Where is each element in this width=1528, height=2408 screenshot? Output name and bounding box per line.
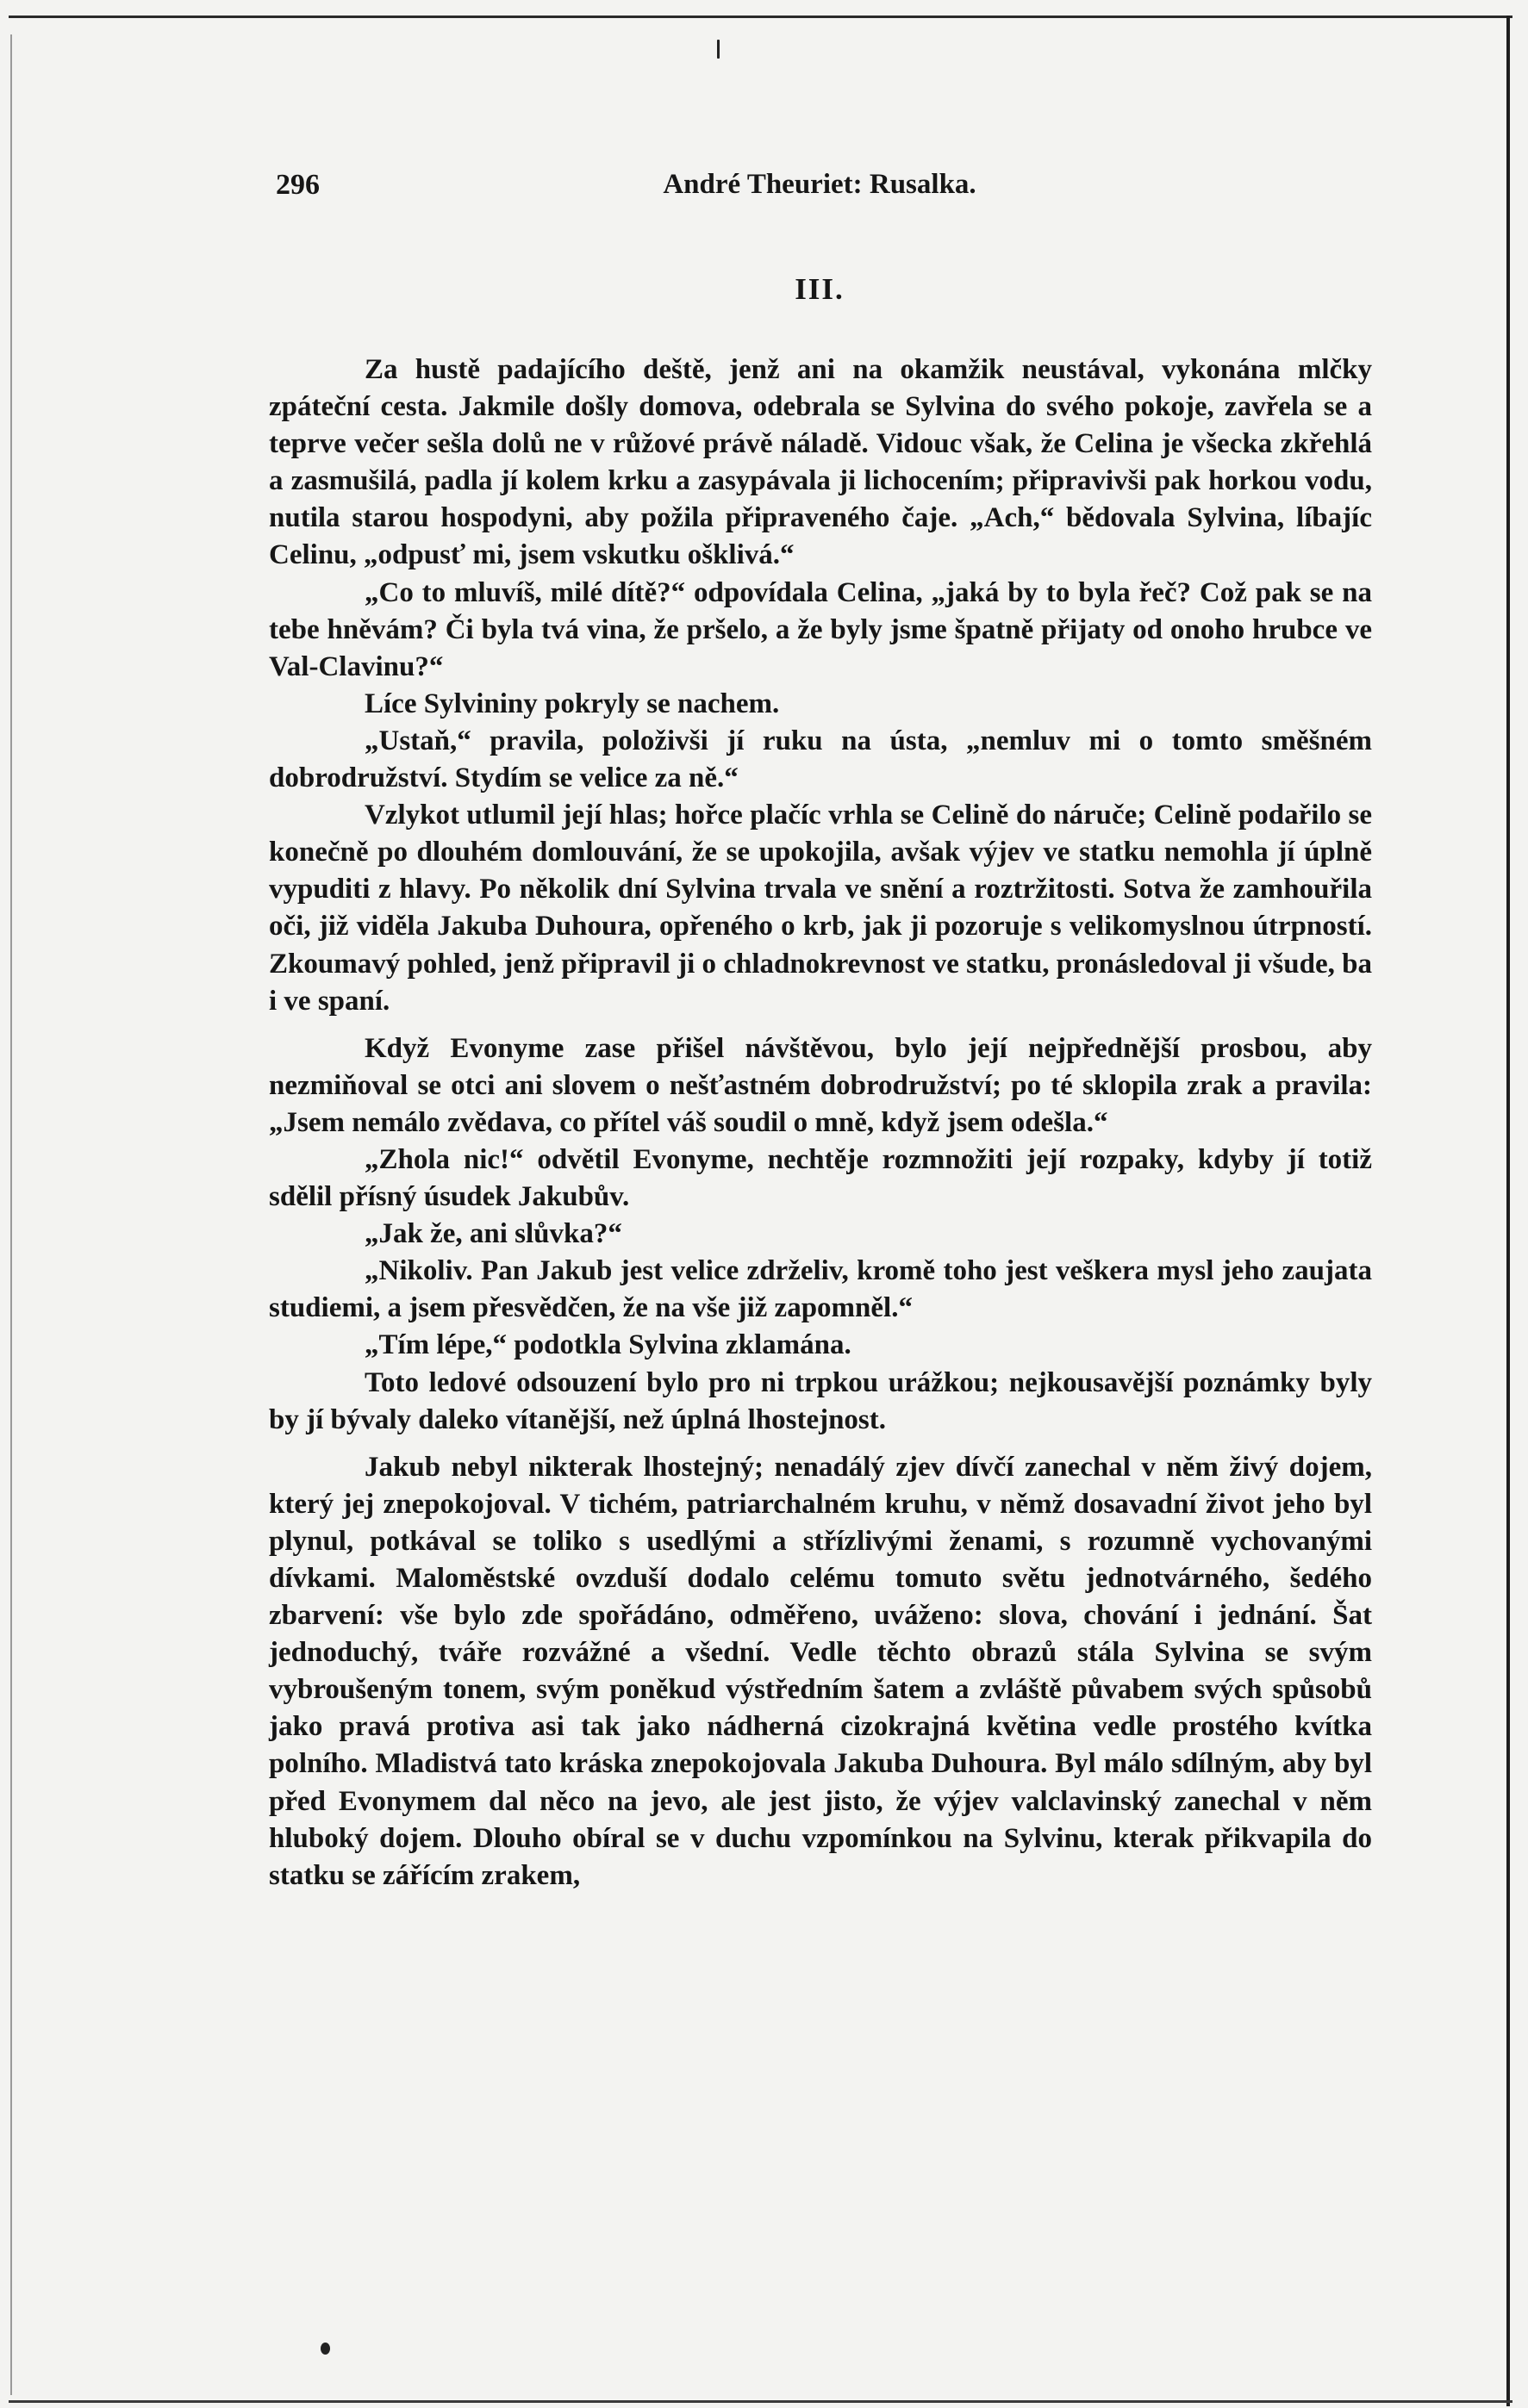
paragraph: Za hustě padajícího deště, jenž ani na okamžik neustával, vykonána mlčky zpáteční cesta. Jakmile došly domova, odebrala se Sylvina do svého pokoje, zavřela se a teprve večer sešla dolů ne v růžové právě náladě. Vidouc však, že Celina je všecka zkřehlá a zasmušilá, padla jí kolem krku a zasypávala ji lichocením; připravivši pak horkou vodu, nutila starou hospodyni, aby požila připraveného čaje. „Ach,“ bědovala Sylvina, líbajíc Celinu, „odpusť mi, jsem vskutku ošklivá.“ — [269, 354, 1372, 571]
scan-border-right — [1506, 16, 1510, 2406]
paragraph: „Tím lépe,“ podotkla Sylvina zklamána. — [365, 1329, 851, 1361]
scan-border-left — [10, 34, 12, 2395]
scan-speck — [717, 40, 720, 59]
paragraph: Vzlykot utlumil její hlas; hořce plačíc vrhla se Celině do náruče; Celině podařilo se konečně po dlouhém domlouvání, že se upokojila, avšak výjev ve statku nemohla jí úplně vypuditi z hlavy. Po několik dní Sylvina trvala ve snění a roztržitosti. Sotva že zamhouřila oči, již viděla Jakuba Duhoura, opřeného o krb, jak ji pozoruje s velikomyslnou útrpností. Zkoumavý pohled, jenž připravil ji o chladnokrevnost ve statku, pronásledoval ji všude, ba i ve spaní. — [269, 800, 1372, 1017]
paragraph: Líce Sylvininy pokryly se nachem. — [365, 688, 780, 719]
paragraph: „Nikoliv. Pan Jakub jest velice zdrželiv, kromě toho jest veškera mysl jeho zaujata studiemi, a jsem přesvědčen, že na vše již zapomněl.“ — [269, 1255, 1372, 1324]
running-title: André Theuriet: Rusalka. — [663, 169, 976, 200]
paragraph: „Jak že, ani slůvka?“ — [365, 1218, 622, 1250]
paragraph: „Ustaň,“ pravila, položivši jí ruku na ústa, „nemluv mi o tomto směšném dobrodružství. Stydím se velice za ně.“ — [269, 725, 1372, 794]
paragraph: Když Evonyme zase přišel návštěvou, bylo její nejpřednější prosbou, aby nezmiňoval se otci ani slovem o nešťastném dobrodružství; po té sklopila zrak a pravila: „Jsem nemálo zvědava, co přítel váš soudil o mně, když jsem odešla.“ — [269, 1032, 1372, 1138]
scan-border-top — [9, 16, 1512, 18]
paragraph: Toto ledové odsouzení bylo pro ni trpkou urážkou; nejkousavější poznámky byly by jí bývaly daleko vítanější, než úplná lhostejnost. — [269, 1366, 1372, 1435]
running-header — [267, 169, 1372, 212]
paragraph: Jakub nebyl nikterak lhostejný; nenadálý zjev dívčí zanechal v něm živý dojem, který jej znepokojoval. V tichém, patriarchalném kruhu, v němž dosavadní život jeho byl plynul, potkával se toliko s usedlými a střízlivými ženami, s rozumně vychovanými dívkami. Maloměstské ovzduší dodalo celému tomuto světu jednotvárného, šedého zbarvení: vše bylo zde spořádáno, odměřeno, uváženo: slova, chování i jednání. Šat jednoduchý, tváře rozvážné a všední. Vedle těchto obrazů stála Sylvina se svým vybroušeným tonem, svým poněkud výstředním šatem a zvláště půvabem svých spůsobů jako pravá protiva asi tak jako nádherná cizokrajná květina vedle prostého kvítka polního. Mladistvá tato kráska znepokojovala Jakuba Duhoura. Byl málo sdílným, aby byl před Evonymem dal něco na jevo, ale jest jisto, že výjev valclavinský zanechal v něm hluboký dojem. Dlouho obíral se v duchu vzpomínkou na Sylvinu, kterak přikvapila do statku se zářícím zrakem, — [269, 1451, 1372, 1891]
page-number: 296 — [276, 169, 320, 201]
body-text — [269, 352, 1372, 1895]
scan-border-bottom — [9, 2400, 1512, 2403]
chapter-heading: III. — [795, 272, 845, 306]
scan-speck — [321, 2343, 330, 2355]
paragraph: „Zhola nic!“ odvětil Evonyme, nechtěje rozmnožiti její rozpaky, kdyby jí totiž sdělil přísný úsudek Jakubův. — [269, 1143, 1372, 1213]
paragraph: „Co to mluvíš, milé dítě?“ odpovídala Celina, „jaká by to byla řeč? Což pak se na tebe hněvám? Či byla tvá vina, že pršelo, a že byly jsme špatně přijaty od onoho hrubce ve Val-Clavinu?“ — [269, 576, 1372, 682]
